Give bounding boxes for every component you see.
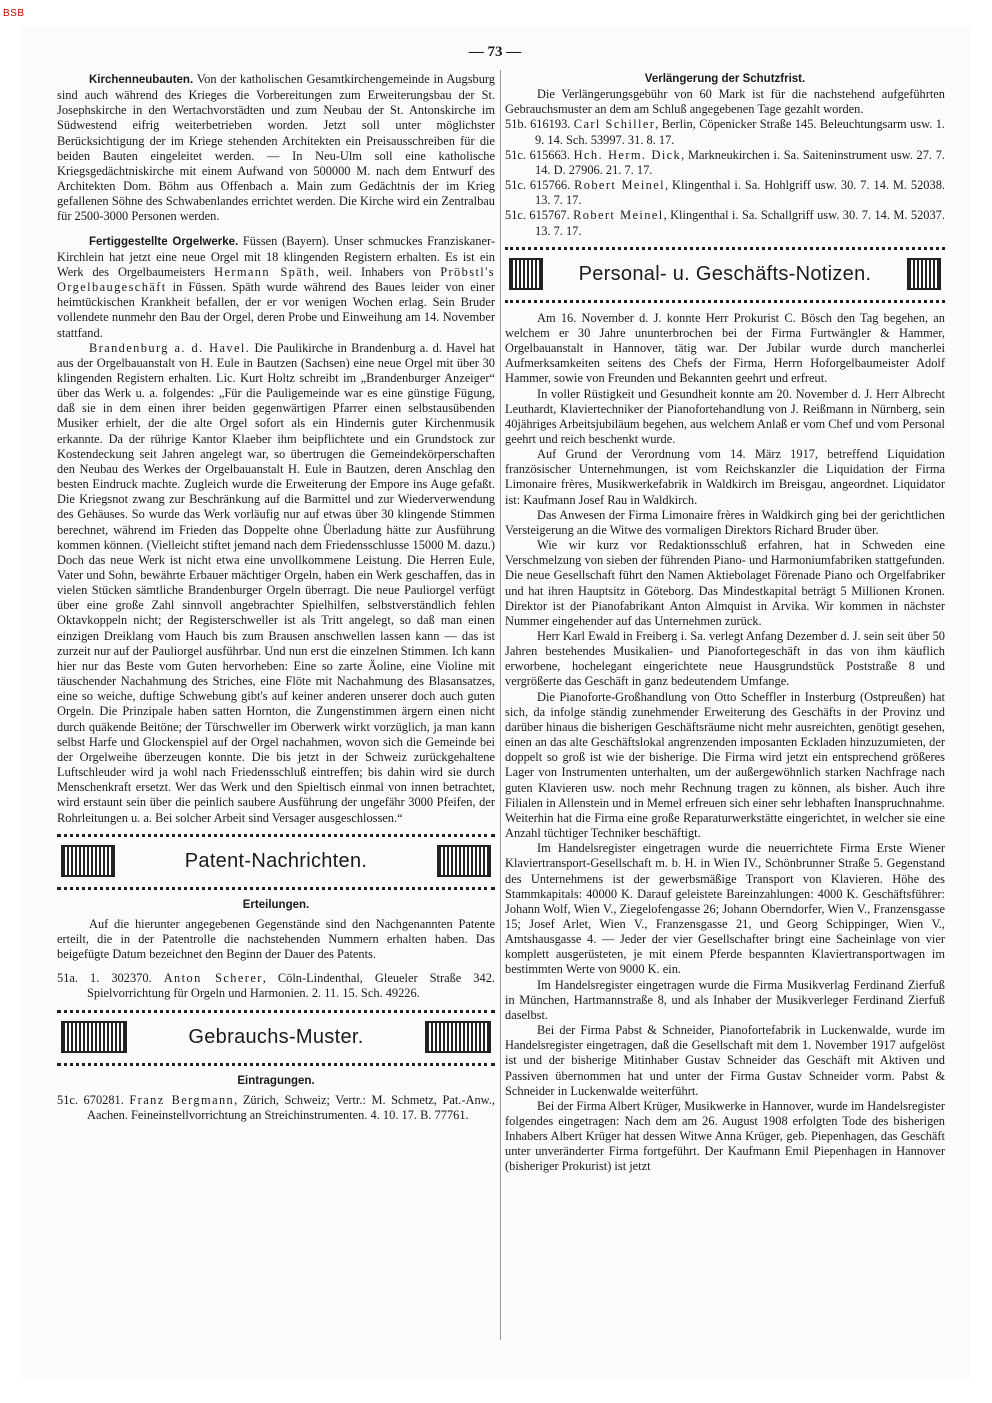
entry-id: 51c. 615663. xyxy=(505,147,570,162)
banner-title: Gebrauchs-Muster. xyxy=(188,1026,364,1049)
personal-notes xyxy=(505,311,945,1175)
entry-text: , Zürich, Schweiz; Vertr.: M. Schmetz, Pat.-Anw., Aachen. Feineinstellvorrichtung an Streichinstrumenten. 4. 10. 17. B. 77761. xyxy=(87,1092,495,1122)
subheading: Erteilungen. xyxy=(242,898,310,911)
notice-paragraph: Wie wir kurz vor Redaktionsschluß erfahren, hat in Schweden eine Verschmelzung von sieben der führenden Piano- und Harmoniumfabriken stattgefunden. Die neue Gesellschaft führt den Namen Aktiebolaget Förenade Piano och Orgelfabriker und hat ihren Hauptsitz in Göteborg. Das Mindestkapital beträgt 5 Millionen Kronen. Direktor ist der Pianofabrikant Anton Almquist in Arvika. Wir kommen in nächster Nummer eingehender auf das Unternehmen zurück. xyxy=(505,538,945,628)
patent-entry xyxy=(57,971,495,1001)
notice-paragraph: Die Pianoforte-Großhandlung von Otto Scheffler in Insterburg (Ostpreußen) hat sich, da infolge ständig zunehmender Erweiterung des Geschäfts in der Provinz und darüber hinaus die bisherigen Geschäftsräume nicht mehr ausreichten, genötigt gesehen, einen an das alte Geschäftslokal angrenzenden imposanten Eckladen hinzuzumieten, der doppelt so groß ist wie der bisherige. Die Firma wird jetzt ein entsprechend größeres Lager von Instrumenten unterhalten, um der außergewöhnlich starken Nachfrage nach guten Klavieren usw. noch mehr Rechnung tragen zu können, als bisher. Auch ihre Filialen in Allenstein und in Memel erfreuen sich einer sehr lebhaften Inanspruchnahme. Weiterhin hat die Firma eine große Reparaturwerkstätte eingerichtet, in welcher sie eine Anzahl tüchtiger Techniker beschäftigt. xyxy=(505,689,945,841)
entry-name: Robert Meinel xyxy=(574,178,666,193)
entry-text: , Berlin, Cöpenicker Straße 145. Beleuchtungsarm usw. 1. 9. 14. Sch. 53997. 31. 8. 17. xyxy=(535,117,946,147)
notice-paragraph: Im Handelsregister eingetragen wurde die neuerrichtete Firma Erste Wiener Klaviertransport-Gesellschaft m. b. H. in Wien IV., Schönbrunner Straße 5. Gegenstand des Unternehmens ist der gewerbsmäßige Transport von Klavieren. Höhe des Stammkapitals: 40000 K. Darauf geleistete Bareinzahlungen: 4000 K. Geschäftsführer: Johann Wolf, Wien V., Ziegelofengasse 26; Johann Oberndorfer, Wien V., Franzensgasse 15; Josef Arlet, Wien V., Franzensgasse 21, und Georg Schippinger, Wien V., Amtshausgasse 4. — Jeder der vier Gesellschafter bringt eine Sacheinlage von vier komplett ausgerüsteten, je mit einem Pferde bespannten Klaviertransportwagen im bestimmten Werte von 9000 K. ein. xyxy=(505,841,945,977)
notice-paragraph: Am 16. November d. J. konnte Herr Prokurist C. Bösch den Tag begehen, an welchem er 30 Jahre ununterbrochen bei der Firma Furtwängler & Hammer, Orgelbauanstalt in Hannover, tätig war. Der Jubilar wurde durch mancherlei Aufmerksamkeiten seitens des Chefs der Firma, Herrn Hoforgelbaumeister Adolf Hammer, sowie von Freunden und Bekannten geehrt und erfreut. xyxy=(505,310,945,386)
page-number: — 73 — xyxy=(468,44,522,60)
notice-paragraph: Bei der Firma Pabst & Schneider, Pianofortefabrik in Luckenwalde, wurde im Handelsregister eingetragen, daß die Gesellschaft mit dem 1. November 1917 aufgelöst ist und der bisherige Mitinhaber Gustav Schneider das Geschäft mit Aktiven und Passiven übernommen hat und unter der Firma Gustav Schneider vorm. Pabst & Schneider in Luckenwalde weiterführt. xyxy=(505,1023,945,1098)
subheading: Eintragungen. xyxy=(237,1074,315,1087)
verlaengerung-entry xyxy=(505,117,945,147)
article-text: , weil. Inhabers von xyxy=(315,264,441,279)
entry-text: , Klingenthal i. Sa. Hohlgriff usw. 30. 7. 14. M. 52038. 13. 7. 17. xyxy=(535,178,945,208)
article-text: Füssen (Bayern). Unser schmuckes Franziskaner-Kirchlein hat jetzt eine neue Orgel mit 18 klingenden Registern erhalten. Es ist ein Werk des Orgelbaumeisters xyxy=(57,233,495,279)
ornament-block xyxy=(425,1021,491,1053)
article-text: Die Paulikirche in Brandenburg a. d. Havel hat aus der Orgelbauanstalt von H. Eule in Bautzen (Sachsen) eine neue Orgel mit über 30 klingenden Registern erhalten. Lic. Kurt Holtz schreibt im „Brandenburger Anzeiger“ über das Werk u. a. folgendes: „Für die Pauligemeinde war es eine günstige Fügung, daß sie in dem einen ihrer beiden gegenwärtigen Pfarrer einen selbstausübenden Musiker erhielt, der die alte Orgel sofort als ein Hindernis guter Kirchenmusik erkannte. Da der rührige Kantor Klaeber ihm beipflichtete und ein Grundstock zur Kostendeckung seit Jahren angelegt war, so übertrugen die Gemeindekörperschaften den Neubau des Werkes der Orgelbauanstalt H. Eule in Bautzen, deren Anschlag den besten Eindruck machte. Zugleich wurde die Erweiterung der Empore ins Auge gefaßt. Die Kriegsnot zwang zur Beschränkung auf die Barmittel und zur Wiederverwendung des Gehäuses. So wurde das Werk vorläufig nur auf etwas über 30 klingende Stimmen berechnet, während im Frieden das Doppelte ohne Überladung hätte zur Ausführung kommen können. (Vielleicht stiftet jemand nach dem Friedensschlusse 15000 M. dazu.) Doch das neue Werk ist nicht etwa eine unvollkommene Leistung. Die Herren Eule, Vater und Sohn, bewährte Erbauer mächtiger Orgeln, haben ein Werk geschaffen, das in vielen Stücken sämtliche Brandenburger Orgeln überragt. Die neue Pauliorgel verfügt über eine große Zahl sinnvoll angebrachter Spielhilfen, selbstverständlich fehlen Oktavkoppeln nicht; der Registerschweller ist als Tritt angelegt, so daß man einen einzigen Dreiklang vom Hauch bis zum Brausen anschwellen lassen kann — das ist zurzeit nur auf der Pauliorgel ausführbar. Und nun erst die einzelnen Stimmen. Ich kann hier nur das Beste vom Guten hervorheben: Eine so zarte Äoline, eine Violine mit täuschender Nachahmung des Striches, eine Flöte mit Nachahmung des Blasansatzes, eine so weiche, duftige Schwebung gibt's auf keiner anderen unserer doch auch guten Orgeln. Die Prinzipale haben satten Hornton, die Zungenstimmen ärgern einen nicht durch quäkende Beitöne; der Türschweller im Oberwerk wirkt vorzüglich, ja man kann selbst Harfe und Glockenspiel auf der Orgel nachahmen, wovon sich die Gemeinde bei der Orgelweihe überzeugen konnte. Die bis jetzt in der Schweiz zurückgehaltene Luftschleuder wird ja wohl nach Friedensschluß eintreffen; bis dahin wird sie durch Menschenkraft ersetzt. Wer das Werk und den Spieltisch einmal von innen betrachtet, wird erstaunt sein über die peinlich saubere Ausführung der ungefähr 3000 Pfeifen, der Rohrleitungen u. a. Bei solcher Arbeit sind Versager ausgeschlossen.“ xyxy=(57,340,496,825)
patent-intro: Auf die hierunter angegebenen Gegenstände sind den Nachgenannten Patente erteilt, die in der Patentrolle die nachstehenden Nummern erhalten haben. Das beigefügte Datum bezeichnet den Beginn der Dauer des Patents. xyxy=(57,916,495,962)
article-text: Von der katholischen Gesamtkirchengemeinde in Augsburg sind auch während des Krieges die Vorbereitungen zum Erweiterungsbau der St. Josephskirche in den Wertachvorstädten und zum Neubau der St. Antonskirche im Südwestend eifrig weiterbetrieben worden. Jetzt soll unter möglichster Berücksichtigung der im Kriege stehenden Architekten ein Preisausschreiben für die beiden Bauten eingeleitet werden. — In Neu-Ulm soll eine katholische Kriegsgedächtniskirche mit einem Aufwand von 500000 M. nach dem Entwurf des Architekten Dom. Böhm aus Offenbach a. Main zum Gedächtnis der im Krieg gefallenen Söhne des Schwabenlandes errichtet werden. Die Kirche wird ein Zentralbau für 2500-3000 Personen werden. xyxy=(57,72,496,224)
column-divider xyxy=(500,70,501,1340)
article-brandenburg xyxy=(57,341,495,826)
ornament-block xyxy=(61,1021,127,1053)
notice-paragraph: Bei der Firma Albert Krüger, Musikwerke in Hannover, wurde im Handelsregister folgendes eingetragen: Nach dem am 26. August 1908 erfolgten Tode des bisherigen Inhabers Albert Krüger hat dessen Witwe Anna Krüger, geb. Piepenhagen, das Geschäft unter unveränderter Firma fortgeführt. Der Kaufmann Emil Piepenhagen in Hannover (bisheriger Prokurist) ist jetzt xyxy=(505,1098,945,1174)
personal-banner xyxy=(505,247,945,303)
entry-text: , Markneukirchen i. Sa. Saiteninstrument usw. 27. 7. 14. D. 27906. 21. 7. 17. xyxy=(535,147,945,177)
article-heading: Kirchenneubauten. xyxy=(89,74,194,86)
verlaengerung-entry xyxy=(505,208,945,238)
entry-name: Anton Scherer xyxy=(163,971,263,986)
entry-name: Franz Bergmann xyxy=(129,1092,235,1107)
patent-banner xyxy=(57,834,495,890)
entry-id: 51c. 615767. xyxy=(505,208,570,223)
notice-paragraph: Im Handelsregister eingetragen wurde die Firma Musikverlag Ferdinand Zierfuß in München, Hartmannstraße 8, und als Inhaber der Musikverleger Ferdinand Zierfuß daselbst. xyxy=(505,977,945,1022)
verlaengerung-entry xyxy=(505,148,945,178)
notice-paragraph: Herr Karl Ewald in Freiberg i. Sa. verlegt Anfang Dezember d. J. sein seit über 50 Jahren bestehendes Musikalien- und Pianofortegeschäft in das von ihm käuflich erworbene, hochelegant eingerichtete neue Hausgrundstück Poststraße 8 und vergrößerte das Geschäft in ganz bedeutendem Umfange. xyxy=(505,629,945,689)
gebrauchsmuster-banner xyxy=(57,1010,495,1066)
left-column xyxy=(57,72,495,1123)
spaced-name: Pröbstl's Orgelbaugeschäft xyxy=(57,264,495,295)
entry-name: Hch. Herm. Dick xyxy=(573,147,682,162)
notice-paragraph: Auf Grund der Verordnung vom 14. März 1917, betreffend Liquidation französischer Unternehmungen, ist vom Reichskanzler die Liquidation der Firma Limonaire frères, Musikwerkefabrik in Waldkirch im Breisgau, angeordnet. Liquidator ist: Kaufmann Josef Rau in Waldkirch. xyxy=(505,447,945,507)
article-kirchenneubauten xyxy=(57,72,495,225)
entry-text: , Klingenthal i. Sa. Schallgriff usw. 30. 7. 14. M. 52037. 13. 7. 17. xyxy=(535,208,945,238)
entry-name: Carl Schiller xyxy=(573,117,656,132)
banner-title: Patent-Nachrichten. xyxy=(184,850,368,873)
entry-id: 51c. 670281. xyxy=(57,1092,124,1107)
notice-paragraph: In voller Rüstigkeit und Gesundheit konnte am 20. November d. J. Herr Albrecht Leuthardt, Klaviertechniker der Pianofortehandlung von J. Reißmann in Nürnberg, sein 40jähriges Arbeitsjubiläum begehen, aus welchem Anlaß er vom Chef und vom Personal geehrt und reich beschenkt wurde. xyxy=(505,386,945,446)
right-column xyxy=(505,72,945,1175)
spaced-name: Hermann Späth xyxy=(214,264,316,279)
verlaengerung-intro: Die Verlängerungsgebühr von 60 Mark ist für die nachstehend aufgeführten Gebrauchsmuster an dem am Schluß angegebenen Tage gezahlt worden. xyxy=(505,87,945,117)
entry-id: 51c. 615766. xyxy=(505,178,571,193)
verlaengerung-entries xyxy=(505,117,945,238)
library-mark: BSB xyxy=(3,8,25,19)
notice-paragraph: Das Anwesen der Firma Limonaire frères in Waldkirch ging bei der gerichtlichen Versteigerung an die Witwe des vormaligen Direktors Richard Bruder über. xyxy=(505,507,945,537)
spaced-name: Brandenburg a. d. Havel. xyxy=(89,340,251,355)
gm-entry xyxy=(57,1093,495,1123)
ornament-block xyxy=(61,845,115,877)
ornament-block xyxy=(907,258,941,290)
entry-id: 51b. 616193. xyxy=(505,117,571,132)
entry-id: 51a. 1. 302370. xyxy=(57,971,152,986)
article-orgelwerke xyxy=(57,234,495,341)
entry-name: Robert Meinel xyxy=(573,208,664,223)
ornament-block xyxy=(437,845,491,877)
article-text: in Füssen. Späth wurde während des Baues leider von einer heimtückischen Krankheit befallen, der er vor wenigen Wochen erlag. Sein Bruder vollendete nunmehr den Bau der Orgel, deren Probe und Einweihung am 14. November stattfand. xyxy=(57,280,495,340)
entry-text: , Cöln-Lindenthal, Gleueler Straße 342. Spielvorrichtung für Orgeln und Harmonien. 2. 11. 15. Sch. 49226. xyxy=(87,971,495,1001)
article-heading: Verlängerung der Schutzfrist. xyxy=(644,73,806,85)
banner-title: Personal- u. Geschäfts-Notizen. xyxy=(578,263,872,286)
article-heading: Fertiggestellte Orgelwerke. xyxy=(89,235,239,248)
ornament-block xyxy=(509,258,543,290)
verlaengerung-entry xyxy=(505,178,945,208)
